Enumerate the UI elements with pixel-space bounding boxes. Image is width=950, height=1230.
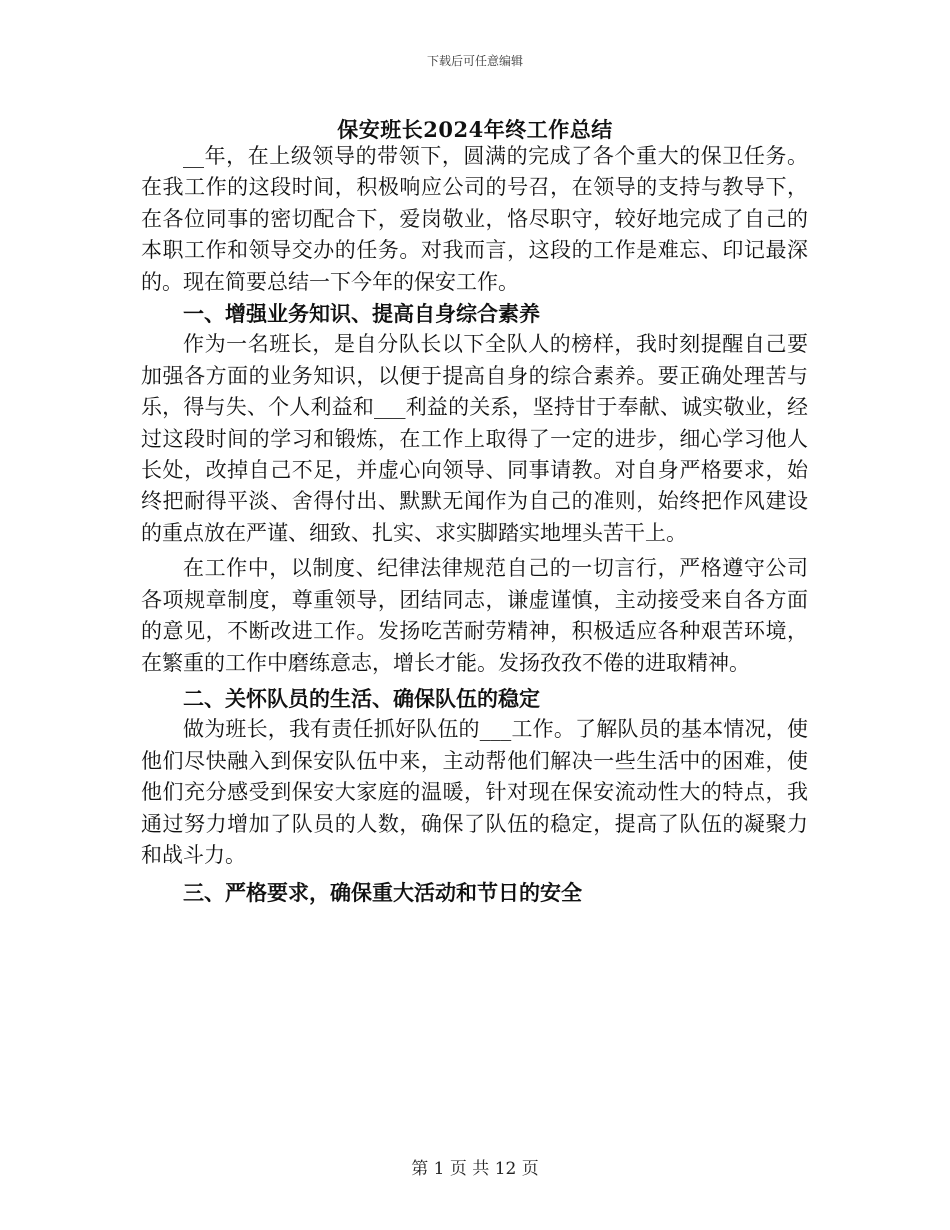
document-title: 保安班长2024年终工作总结 [337,117,613,142]
document-body [141,141,808,909]
section-heading-3: 三、严格要求，确保重大活动和节日的安全 [183,880,582,906]
intro-paragraph: __年，在上级领导的带领下，圆满的完成了各个重大的保卫任务。在我工作的这段时间，积极响应公司的号召，在领导的支持与教导下，在各位同事的密切配合下，爱岗敬业，恪尽职守，较好地完成了自己的本职工作和领导交办的任务。对我而言，这段的工作是难忘、印记最深的。现在简要总结一下今年的保安工作。 [141,144,808,294]
section-1-paragraph-1: 作为一名班长，是自分队长以下全队人的榜样，我时刻提醒自己要加强各方面的业务知识，以便于提高自身的综合素养。要正确处理苦与乐，得与失、个人利益和___利益的关系，坚持甘于奉献、诚实敬业，经过这段时间的学习和锻炼，在工作上取得了一定的进步，细心学习他人长处，改掉自己不足，并虚心向领导、同事请教。对自身严格要求，始终把耐得平淡、舍得付出、默默无闻作为自己的准则，始终把作风建设的重点放在严谨、细致、扎实、求实脚踏实地埋头苦干上。 [141,332,808,545]
section-2-paragraph-1: 做为班长，我有责任抓好队伍的___工作。了解队员的基本情况，使他们尽快融入到保安队伍中来，主动帮他们解决一些生活中的困难，使他们充分感受到保安大家庭的温暖，针对现在保安流动性大的特点，我通过努力增加了队员的人数，确保了队伍的稳定，提高了队伍的凝聚力和战斗力。 [141,717,808,867]
header-note: 下载后可任意编辑 [426,54,523,68]
section-heading-2: 二、关怀队员的生活、确保队伍的稳定 [183,685,540,711]
section-1-paragraph-2: 在工作中，以制度、纪律法律规范自己的一切言行，严格遵守公司各项规章制度，尊重领导，团结同志，谦虚谨慎，主动接受来自各方面的意见，不断改进工作。发扬吃苦耐劳精神，积极适应各种艰苦环境，在繁重的工作中磨练意志，增长才能。发扬孜孜不倦的进取精神。 [141,556,808,675]
page-footer: 第 1 页 共 12 页 [411,1159,539,1179]
section-heading-1: 一、增强业务知识、提高自身综合素养 [183,301,540,327]
